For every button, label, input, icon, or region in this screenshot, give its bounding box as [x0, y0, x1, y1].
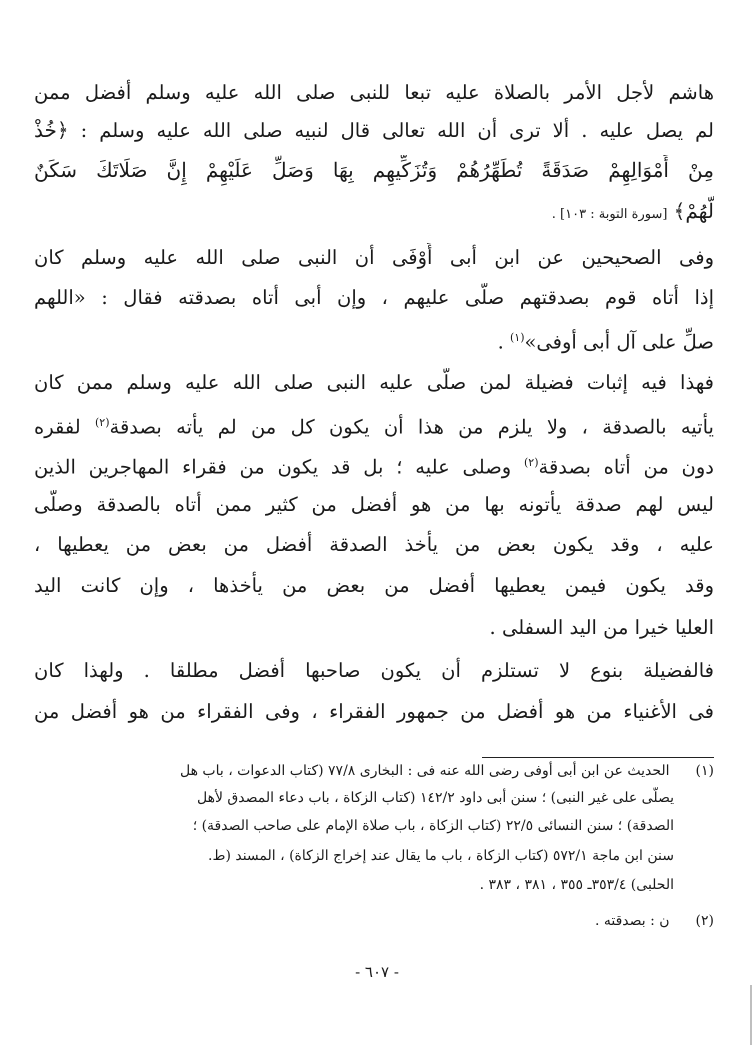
body-line-12: عليه ، وقد يكون بعض من يأخذ الصدقة أفضل من بعض من يعطيها ،: [34, 533, 714, 556]
body-line-11: ليس لهم صدقة يأتونه بها من هو أفضل من كثير ممن أتاه بالصدقة وصلَّى: [34, 493, 714, 516]
body-line-13: وقد يكون فيمن يعطيها أفضل من بعض من يأخذها ، وإن كانت اليد: [34, 574, 714, 597]
footnote-separator: [482, 757, 714, 758]
body-line-4: [34, 196, 714, 230]
body-line-10-end: وصلى عليه ؛ بل قد يكون من فقراء المهاجرين الذين: [34, 455, 524, 479]
body-line-7-end: .: [497, 330, 510, 354]
body-line-16: فى الأغنياء من هو أفضل من جمهور الفقراء ، وفى الفقراء من هو أفضل من: [34, 700, 714, 723]
footnote-1-number: (١): [695, 763, 714, 779]
footnote-1-text-3: الصدقة) ؛ سنن النسائى ٢٢/٥ (كتاب الزكاة ، باب صلاة الإمام على صاحب الصدقة) ؛: [192, 818, 674, 834]
footnote-1-text-5: الحلبى) ٣٥٣/٤ـ ٣٥٥ ، ٣٨١ ، ٣٨٣ .: [479, 877, 674, 893]
body-line-2: [34, 115, 714, 149]
page-number: - ٦٠٧ -: [355, 963, 399, 981]
footnote-1-text-1: الحديث عن ابن أبى أوفى رضى الله عنه فى : البخارى ٧٧/٨ (كتاب الدعوات ، باب هل: [179, 763, 670, 779]
footnote-1-text-2: يصلَّى على غير النبى) ؛ سنن أبى داود ١٤٢/٢ (كتاب الزكاة ، باب دعاء المصدق لأهل: [196, 790, 674, 806]
quran-verse-end: لَّهُمْ﴾: [673, 199, 714, 223]
body-line-8: فهذا فيه إثبات فضيلة لمن صلَّى عليه النبى صلى الله عليه وسلم ممن كان: [34, 371, 714, 394]
body-line-9: [34, 408, 714, 442]
body-line-14: العليا خيرا من اليد السفلى .: [489, 616, 714, 639]
body-line-7: [34, 323, 714, 357]
footnote-2: [44, 910, 714, 936]
page-edge-shadow: [750, 985, 752, 1045]
footnote-1-line-4: [44, 845, 714, 871]
footnote-2-number: (٢): [695, 913, 714, 929]
body-line-7-text: صلِّ على آل أبى أوفى»: [524, 330, 714, 354]
footnote-ref-2: (٢): [94, 416, 110, 429]
body-line-15: فالفضيلة بنوع لا تستلزم أن يكون صاحبها أفضل مطلقا . ولهذا كان: [34, 659, 714, 682]
body-line-9-end: لفقره: [34, 415, 95, 439]
footnote-1-text-4: سنن ابن ماجة ٥٧٢/١ (كتاب الزكاة ، باب ما يقال عند إخراج الزكاة) ، المسند (ط.: [208, 848, 674, 864]
body-line-10-text: دون من أتاه بصدقة: [538, 455, 714, 479]
footnote-1-line-5: [44, 874, 714, 900]
body-line-1: هاشم لأجل الأمر بالصلاة عليه تبعا للنبى صلى الله عليه وسلم أفضل ممن: [34, 81, 714, 104]
body-line-2-text: لم يصل عليه . ألا ترى أن الله تعالى قال لنبيه صلى الله عليه وسلم :: [80, 119, 714, 142]
footnote-1-line-3: [44, 815, 714, 841]
quran-verse-start: ﴿خُذْ: [34, 118, 69, 142]
body-line-6: إذا أتاه قوم بصدقتهم صلَّى عليهم ، وإن أبى أتاه بصدقته فقال : «اللهم: [34, 286, 714, 309]
footnote-ref-2b: (٢): [524, 456, 539, 469]
surah-reference: [سورة التوبة : ١٠٣] .: [551, 207, 668, 222]
footnote-1-line-2: [44, 787, 714, 813]
footnote-2-text: ن : بصدقته .: [594, 913, 670, 929]
quran-verse-line: مِنْ أَمْوَالِهِمْ صَدَقَةً تُطَهِّرُهُمْ وَتُزَكِّيهِم بِهَا وَصَلِّ عَلَيْهِمْ إِنَّ صَلَاتَكَ سَكَنٌ: [34, 158, 714, 182]
body-line-5: وفى الصحيحين عن ابن أبى أَوْفَى أن النبى صلى الله عليه وسلم كان: [34, 246, 714, 269]
body-line-9-text: يأتيه بالصدقة ، ولا يلزم من هذا أن يكون كل من لم يأته بصدقة: [109, 415, 714, 439]
footnote-1-line-1: [44, 760, 714, 786]
footnote-ref-1: (١): [509, 331, 525, 344]
body-line-10: [34, 448, 714, 482]
